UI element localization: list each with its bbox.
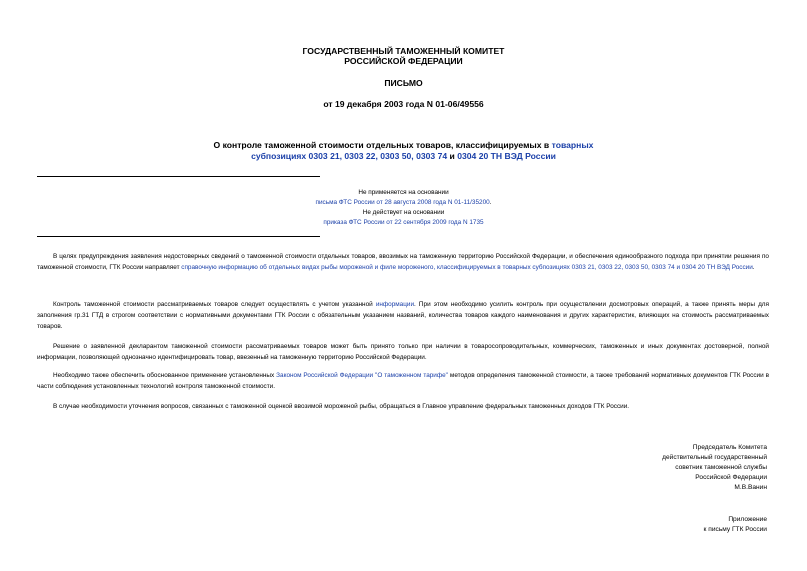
notice-line3: Не действует на основании [362, 209, 445, 216]
paragraph-4 [37, 370, 769, 392]
paragraph-1 [37, 251, 769, 273]
title-text-2: и [447, 151, 458, 161]
title-text-1: О контроле таможенной стоимости отдельных товаров, классифицируемых в [213, 140, 552, 150]
p4-link-customs-law[interactable]: Законом Российской Федерации "О таможенном тарифе" [276, 372, 448, 379]
p3-text: Решение о заявленной декларантом таможенной стоимости рассматриваемых товаров может быть принято только при наличии в товаросопроводительных, коммерческих, таможенных и иных документах достоверной, полной информации, позволяющей однозначно идентифицировать товар, ввезенный на таможенную территорию Российской Федерации. [37, 343, 769, 361]
p2-text-a: Контроль таможенной стоимости рассматриваемых товаров следует осуществлять с учетом указанной [53, 301, 376, 308]
notice-link-fts-letter[interactable]: письма ФТС России от 28 августа 2008 года N 01-11/35200 [315, 199, 490, 206]
header-org-line1: ГОСУДАРСТВЕННЫЙ ТАМОЖЕННЫЙ КОМИТЕТ [302, 46, 505, 56]
p5-text: В случае необходимости уточнения вопросов, связанных с таможенной оценкой ввозимой мороженой рыбы, обращаться в Главное управление федеральных таможенных доходов ГТК России. [53, 403, 630, 410]
p1-link-reference-info[interactable]: справочную информацию об отдельных видах рыбы мороженой и филе мороженого, классифицируемых в товарных субпозициях 0303 21, 0303 22, 0303 50, 0303 74 и 0304 20 ТН ВЭД России [181, 264, 753, 271]
header-org-line2: РОССИЙСКОЙ ФЕДЕРАЦИИ [344, 56, 463, 66]
notice-period: . [489, 199, 492, 206]
notice-link-fts-order[interactable]: приказа ФТС России от 22 сентября 2009 года N 1735 [323, 219, 484, 226]
p4-text-b: методов определения таможенной стоимости, а также требований нормативных документов ГТК России в части соблюдения установленных технологий контроля таможенной стоимости. [37, 372, 770, 390]
divider-bottom [37, 236, 320, 237]
appendix-block [704, 515, 767, 535]
p4-text-a: Необходимо также обеспечить обоснованное применение установленных [53, 372, 277, 379]
signature-line2: действительный государственный [662, 454, 767, 461]
paragraph-5 [37, 401, 769, 412]
paragraph-3 [37, 341, 769, 363]
signature-block [662, 443, 767, 493]
signature-line4: Российской Федерации [695, 474, 767, 481]
appendix-line1: Приложение [728, 516, 767, 523]
divider-top [37, 176, 320, 177]
signature-line1: Председатель Комитета [692, 444, 767, 451]
doc-type: ПИСЬМО [384, 78, 423, 88]
signature-line3: советник таможенной службы [675, 464, 767, 471]
appendix-line2: к письму ГТК России [703, 526, 767, 533]
signature-name: М.В.Ванин [734, 484, 767, 491]
p2-link-information[interactable]: информации [375, 301, 415, 308]
status-notice [0, 188, 807, 228]
title-link-tnved[interactable]: товарных [551, 140, 594, 150]
p1-text-b: . [752, 264, 755, 271]
title-link-subpositions[interactable]: субпозициях 0303 21, 0303 22, 0303 50, 0303 74 [251, 151, 448, 161]
notice-line1: Не применяется на основании [358, 189, 449, 196]
p2-text-b: . При этом необходимо усилить контроль при осуществлении досмотровых операций, а также принять меры для заполнения гр.31 ГТД в строгом соответствии с нормативными документами ГТК России с обязательным указанием названий, количества товаров каждого наименования и других характеристик, влияющих на стоимость рассматриваемых товаров. [37, 301, 769, 330]
paragraph-2 [37, 299, 769, 332]
title-link-0304[interactable]: 0304 20 ТН ВЭД России [457, 151, 556, 161]
p1-text-a: В целях предупреждения заявления недостоверных сведений о таможенной стоимости отдельных товаров, ввозимых на таможенную территорию Российской Федерации, и обеспечения единообразного подхода при принятии решения по таможенной стоимости, ГТК России направляет [37, 253, 769, 271]
doc-title [0, 140, 807, 162]
doc-date-number: от 19 декабря 2003 года N 01-06/49556 [323, 99, 484, 109]
